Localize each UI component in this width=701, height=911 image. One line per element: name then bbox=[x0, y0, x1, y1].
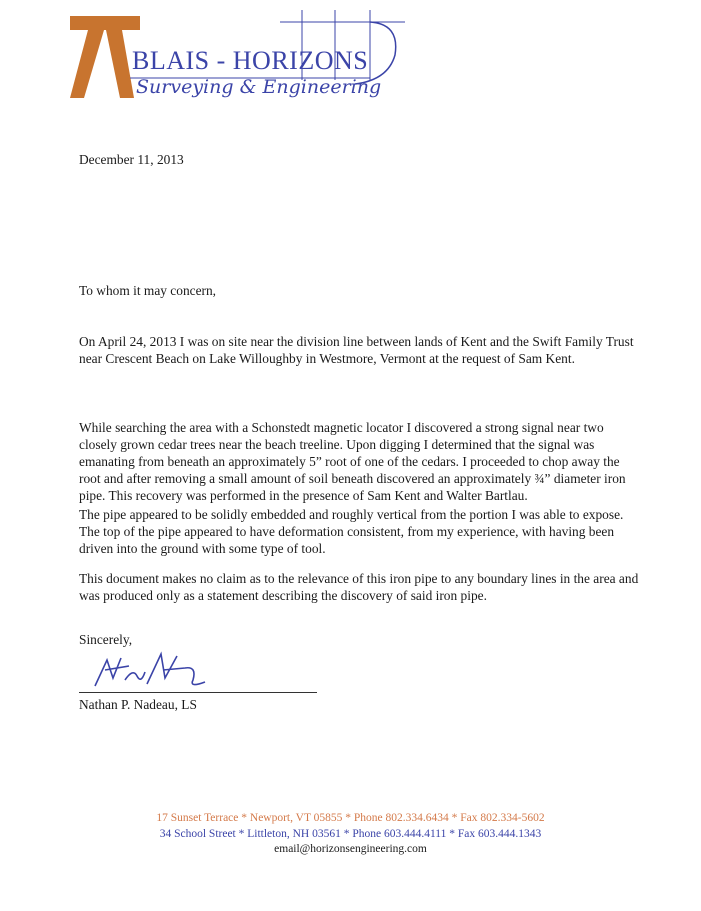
paragraph-3: The pipe appeared to be solidly embedded and roughly vertical from the portion I was able to expose. The top of the pipe appeared to have deformation consistent, from my experience, with having been driven into the ground with some type of tool. bbox=[79, 507, 624, 556]
company-logo bbox=[70, 10, 410, 110]
footer-address-littleton: 34 School Street * Littleton, NH 03561 * Phone 603.444.4111 * Fax 603.444.1343 bbox=[159, 828, 542, 840]
salutation: To whom it may concern, bbox=[79, 283, 217, 298]
company-name: BLAIS - HORIZONS bbox=[132, 46, 369, 75]
signer-name: Nathan P. Nadeau, LS bbox=[79, 697, 197, 712]
paragraph-2: While searching the area with a Schonstedt magnetic locator I discovered a strong signal near two closely grown cedar trees near the beach treeline. Upon digging I determined that the signal was emanating from beneath an approximately 5” root of one of the cedars. I proceeded to chop away the root and after removing a small amount of soil beneath discovered an approximately ¾” diameter iron pipe. This recovery was performed in the presence of Sam Kent and Walter Bartlau. bbox=[79, 420, 626, 503]
closing: Sincerely, bbox=[79, 632, 133, 647]
company-subtitle: Surveying & Engineering bbox=[136, 76, 382, 98]
letter-date: December 11, 2013 bbox=[79, 152, 184, 167]
signature-line bbox=[79, 692, 317, 693]
paragraph-4: This document makes no claim as to the relevance of this iron pipe to any boundary lines in the area and was produced only as a statement describing the discovery of said iron pipe. bbox=[79, 571, 639, 603]
footer-address-newport: 17 Sunset Terrace * Newport, VT 05855 * Phone 802.334.6434 * Fax 802.334-5602 bbox=[156, 812, 545, 824]
handwritten-signature bbox=[85, 648, 215, 698]
footer-email: email@horizonsengineering.com bbox=[274, 843, 427, 855]
paragraph-1: On April 24, 2013 I was on site near the division line between lands of Kent and the Swift Family Trust near Crescent Beach on Lake Willoughby in Westmore, Vermont at the request of Sam Kent. bbox=[79, 334, 634, 366]
